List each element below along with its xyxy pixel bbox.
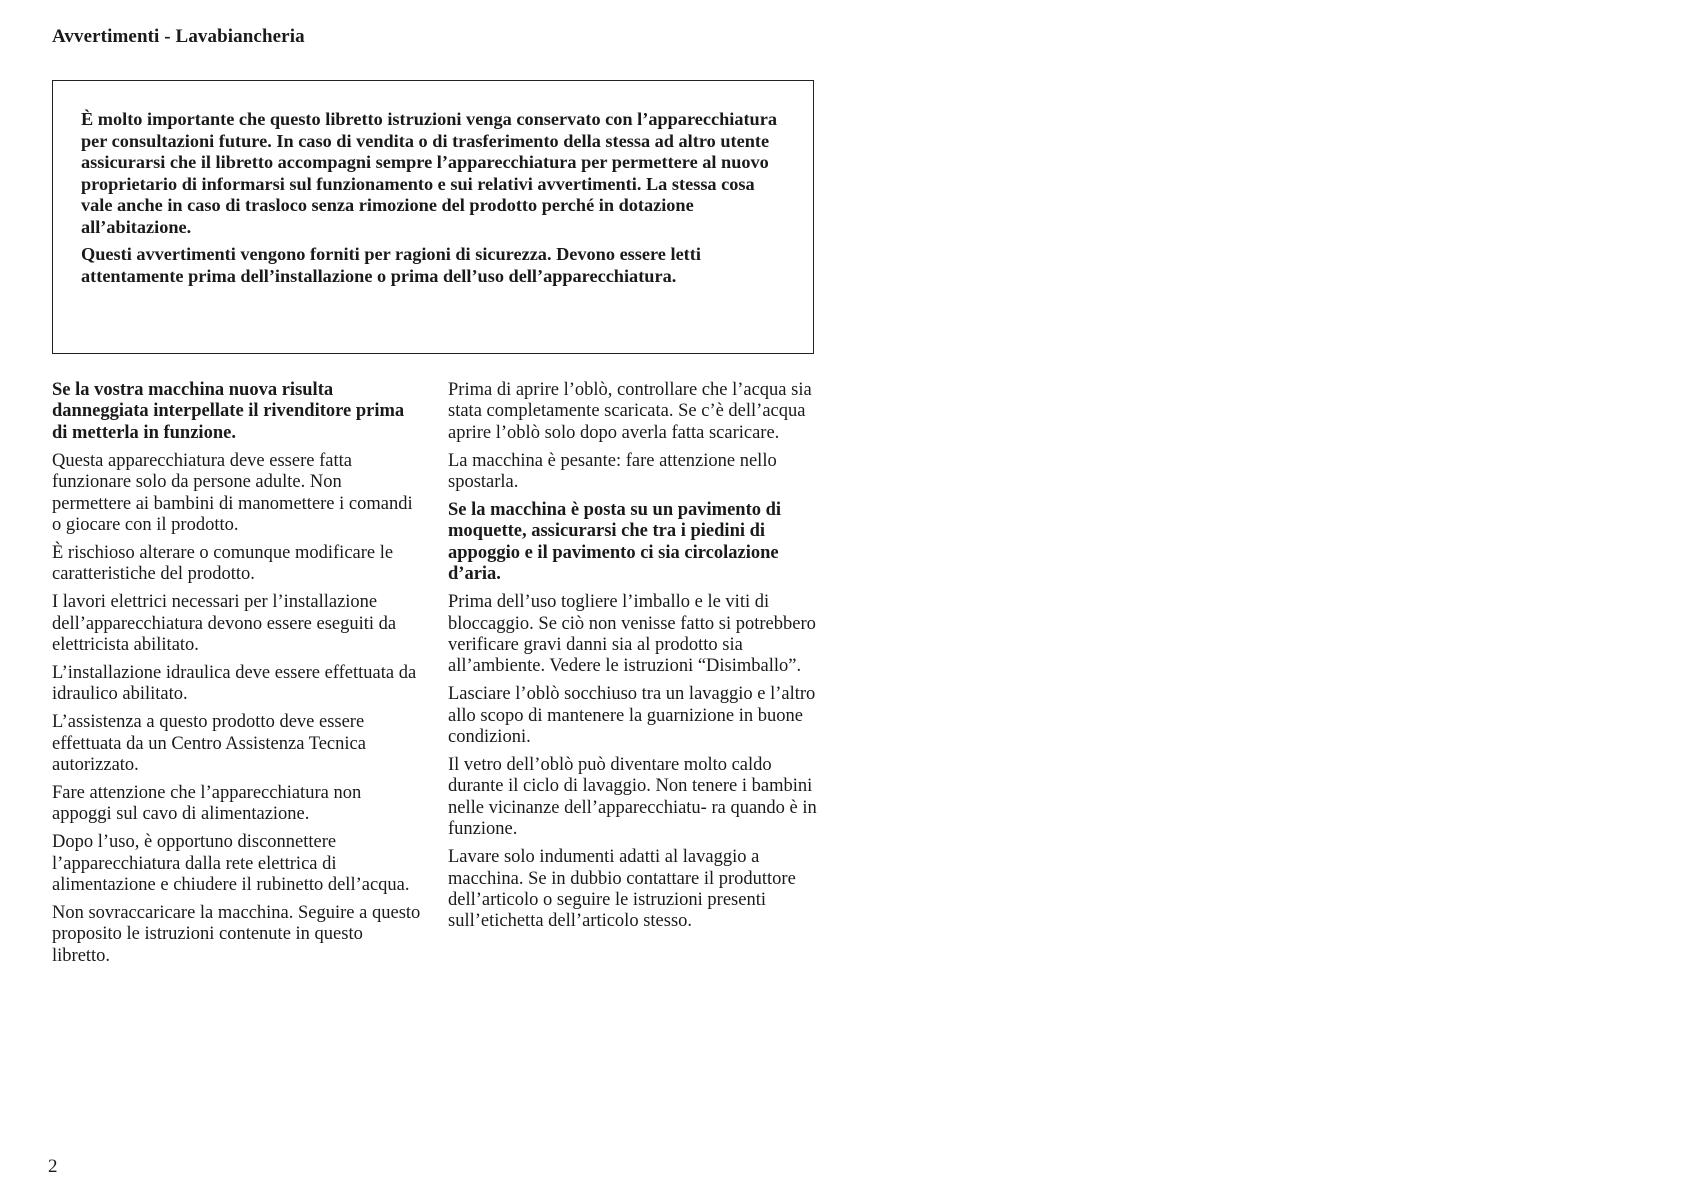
warning-paragraph: La macchina è pesante: fare attenzione nello spostarla.	[448, 450, 777, 493]
warning-paragraph: Fare attenzione che l’apparecchiatura non appoggi sul cavo di alimentazione.	[52, 782, 362, 825]
warning-paragraph: L’assistenza a questo prodotto deve essere effettuata da un Centro Assistenza Tecnica autorizzato.	[52, 712, 366, 775]
warning-paragraph: È rischioso alterare o comunque modificare le caratteristiche del prodotto.	[52, 542, 394, 585]
page-header: Avvertimenti - Lavabiancheria	[52, 26, 305, 47]
right-column	[448, 380, 820, 939]
warning-paragraph: L’installazione idraulica deve essere effettuata da idraulico abilitato.	[52, 662, 417, 705]
warning-paragraph: Lavare solo indumenti adatti al lavaggio a macchina. Se in dubbio contattare il produttore dell’articolo o seguire le istruzioni presenti sull’etichetta dell’articolo stesso.	[448, 847, 796, 932]
page-number: 2	[48, 1156, 58, 1177]
warning-paragraph: Dopo l’uso, è opportuno disconnettere l’apparecchiatura dalla rete elettrica di alimentazione e chiudere il rubinetto dell’acqua.	[52, 832, 410, 896]
notice-paragraph: Questi avvertimenti vengono forniti per ragioni di sicurezza. Devono essere letti attentamente prima dell’installazione o prima dell’uso dell’apparecchiatura.	[81, 244, 701, 286]
warning-paragraph: Prima di aprire l’oblò, controllare che l’acqua sia stata completamente scaricata. Se c’è dell’acqua aprire l’oblò solo dopo averla fatta scaricare.	[448, 380, 812, 443]
warning-paragraph: Prima dell’uso togliere l’imballo e le viti di bloccaggio. Se ciò non venisse fatto si potrebbero verificare gravi danni sia al prodotto sia all’ambiente. Vedere le istruzioni “Disimballo”.	[448, 592, 816, 677]
warning-paragraph: Questa apparecchiatura deve essere fatta funzionare solo da persone adulte. Non permettere ai bambini di manomettere i comandi o giocare con il prodotto.	[52, 450, 413, 535]
warning-paragraph: I lavori elettrici necessari per l’installazione dell’apparecchiatura devono essere eseguiti da elettricista abilitato.	[52, 592, 397, 655]
warning-paragraph: Non sovraccaricare la macchina. Seguire a questo proposito le istruzioni contenute in questo libretto.	[52, 902, 421, 966]
warning-paragraph: Lasciare l’oblò socchiuso tra un lavaggio e l’altro allo scopo di mantenere la guarnizione in buone condizioni.	[448, 684, 816, 748]
notice-paragraph: È molto importante che questo libretto istruzioni venga conservato con l’apparecchiatura per consultazioni future. In caso di vendita o di trasferimento della stessa ad altro utente assicurarsi che il libretto accompagni sempre l’apparecchiatura per permettere al nuovo proprietario di informarsi sul funzionamento e sui relativi avvertimenti. La stessa cosa vale anche in caso di trasloco senza rimozione del prodotto perché in dotazione all’abitazione.	[81, 109, 777, 237]
warning-paragraph: Il vetro dell’oblò può diventare molto caldo durante il ciclo di lavaggio. Non tenere i bambini nelle vicinanze dell’apparecchiatu- ra quando è in funzione.	[448, 755, 817, 840]
notice-box	[52, 80, 814, 354]
warning-paragraph-bold: Se la macchina è posta su un pavimento di moquette, assicurarsi che tra i piedini di appoggio e il pavimento ci sia circolazione d’aria.	[448, 500, 782, 585]
warning-paragraph-bold: Se la vostra macchina nuova risulta danneggiata interpellate il rivenditore prima di metterla in funzione.	[52, 380, 405, 443]
left-column	[52, 380, 422, 974]
